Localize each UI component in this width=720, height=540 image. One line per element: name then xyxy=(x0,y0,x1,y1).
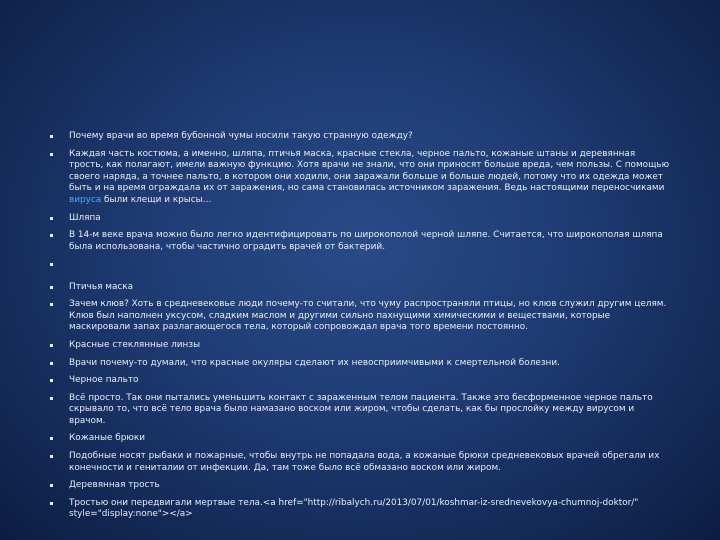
bullet-text: Птичья маска xyxy=(69,281,134,292)
bullet-marker xyxy=(50,234,53,237)
bullet-item xyxy=(50,433,670,445)
bullet-text: Врачи почему-то думали, что красные окуляры сделают их невосприимчивыми к смертельной болезни. xyxy=(69,357,560,368)
bullet-text: Тростью они передвигали мертвые тела.<a href="http://ribalych.ru/2013/07/01/koshmar-iz-srednevekovya-chumnoj-doktor/" style="display:none"></a> xyxy=(69,497,639,520)
bullet-marker xyxy=(50,484,53,487)
bullet-marker xyxy=(50,455,53,458)
bullet-list xyxy=(50,131,670,527)
bullet-marker xyxy=(50,153,53,156)
bullet-text: Кожаные брюки xyxy=(69,433,145,444)
virus-link[interactable]: вирусa xyxy=(69,194,102,205)
bullet-marker xyxy=(50,437,53,440)
bullet-item xyxy=(50,340,670,352)
bullet-text: В 14-м веке врача можно было легко идентифицировать по широкополой черной шляпе. Считается, что широкополая шляпа была использована, чтобы частично оградить врачей от бактерий. xyxy=(69,230,663,252)
bullet-marker xyxy=(50,362,53,365)
bullet-marker xyxy=(50,263,53,266)
bullet-text: Черное пальто xyxy=(69,375,139,386)
bullet-item xyxy=(50,498,670,521)
bullet-item xyxy=(50,149,670,207)
bullet-item xyxy=(50,213,670,225)
bullet-item xyxy=(50,480,670,492)
bullet-text: Зачем клюв? Хоть в средневековье люди почему-то считали, что чуму распространяли птицы, но клюв служил другим целям. Клюв был наполнен уксусом, сладким маслом и другими сильно пахнущими химическими и веществами, которые маскировали запах разлагающегося тела, который сопровождал врача того времени постоянно. xyxy=(69,299,667,333)
bullet-item xyxy=(50,131,670,143)
bullet-marker xyxy=(50,286,53,289)
bullet-text-continuation: были клещи и крысы… xyxy=(101,194,212,205)
bullet-text: Шляпа xyxy=(69,212,101,223)
bullet-item xyxy=(50,451,670,474)
bullet-marker xyxy=(50,303,53,306)
bullet-text: Подобные носят рыбаки и пожарные, чтобы внутрь не попадала вода, а кожаные брюки средневековых врачей обрегали их конечности и гениталии от инфекции. Да, там тоже было всё обмазано воском или жиром. xyxy=(69,451,660,473)
bullet-marker xyxy=(50,344,53,347)
bullet-marker xyxy=(50,379,53,382)
bullet-text: Красные стеклянные линзы xyxy=(69,339,201,350)
bullet-item xyxy=(50,393,670,428)
bullet-marker xyxy=(50,502,53,505)
bullet-item xyxy=(50,358,670,370)
bullet-item xyxy=(50,282,670,294)
bullet-text: Почему врачи во время бубонной чумы носили такую странную одежду? xyxy=(69,131,413,141)
bullet-marker xyxy=(50,397,53,400)
bullet-item xyxy=(50,299,670,334)
bullet-item xyxy=(50,375,670,387)
bullet-item xyxy=(50,230,670,253)
bullet-marker xyxy=(50,135,53,138)
bullet-text: Всё просто. Так они пытались уменьшить контакт с зараженным телом пациента. Также это бесформенное черное пальто скрывало то, что всё тело врача было намазано воском или жиром, чтобы сделать, как бы прослойку между вирусом и врачом. xyxy=(69,392,653,426)
bullet-item-empty xyxy=(50,259,670,275)
bullet-marker xyxy=(50,217,53,220)
bullet-text: Деревянная трость xyxy=(69,480,160,491)
bullet-text: Каждая часть костюма, а именно, шляпа, птичья маска, красные стекла, черное пальто, кожаные штаны и деревянная трость, как полагают, имели важную функцию. Хотя врачи не знали, что они приносят больше вреда, чем пользы. С помощью своего наряда, а точнее пальто, в котором они ходили, они заражали больше и больше людей, потому что их одежда может быть и на время ограждала их от заражения, но сама становилась источником заражения. Ведь настоящими переносчиками xyxy=(69,148,670,194)
